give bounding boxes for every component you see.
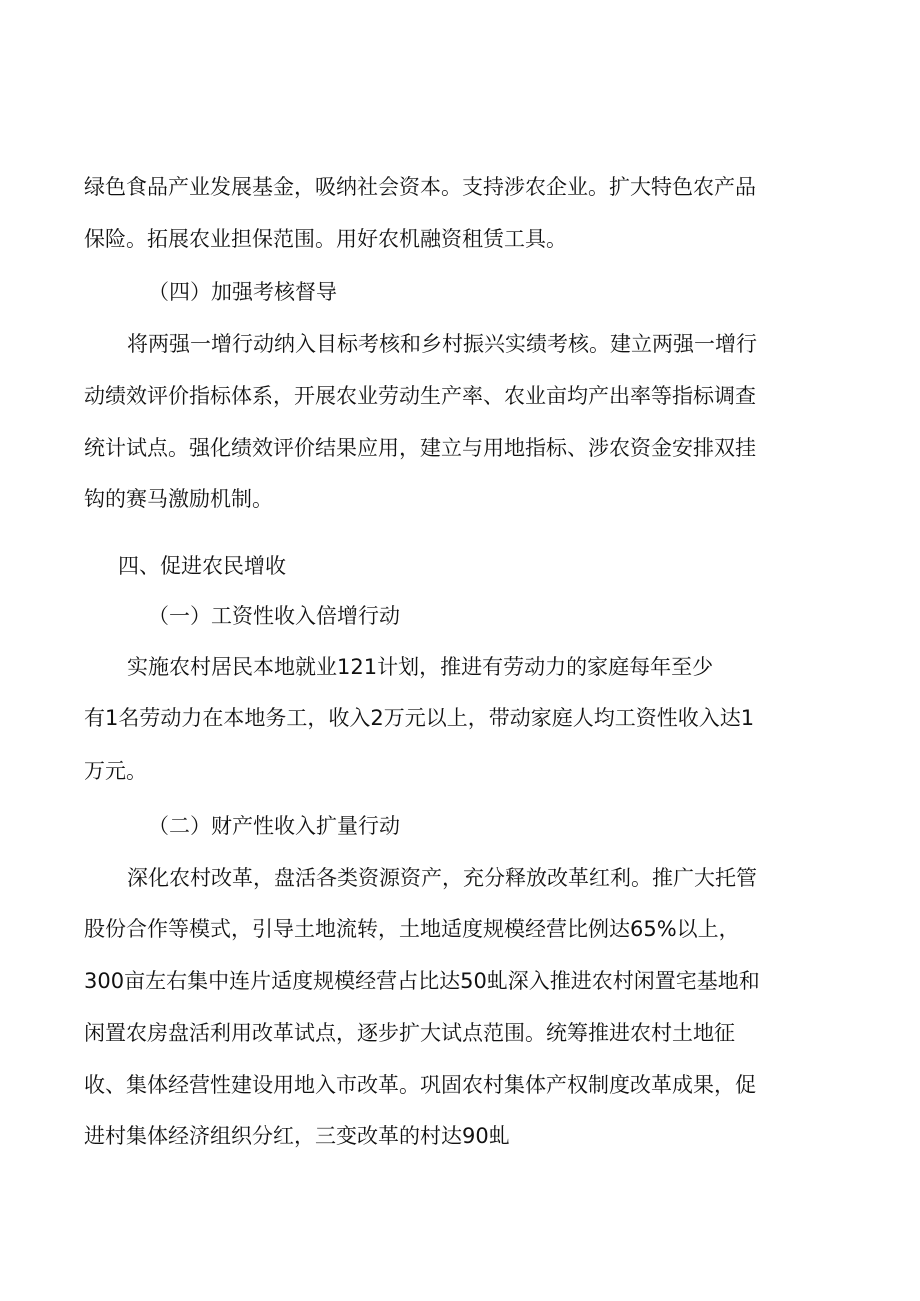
body-text-line: 闲置农房盘活利用改革试点，逐步扩大试点范围。统筹推进农村土地征 [84,1021,735,1045]
section-heading: （二）财产性收入扩量行动 [148,814,400,838]
body-text-line: 收、集体经营性建设用地入市改革。巩固农村集体产权制度改革成果，促 [84,1073,756,1097]
body-text-line: 钩的赛马激励机制。 [84,487,273,511]
body-text-line: 实施农村居民本地就业121计划，推进有劳动力的家庭每年至少 [127,655,714,679]
body-text-line: 股份合作等模式，引导土地流转，土地适度规模经营比例达65%以上， [84,917,740,941]
section-heading: （四）加强考核督导 [148,280,337,304]
body-text-line: 进村集体经济组织分红，三变改革的村达90虬 [84,1124,510,1148]
body-text-line: 动绩效评价指标体系，开展农业劳动生产率、农业亩均产出率等指标调查 [84,384,756,408]
body-text-line: 统计试点。强化绩效评价结果应用，建立与用地指标、涉农资金安排双挂 [84,436,756,460]
body-text-line: 深化农村改革，盘活各类资源资产，充分释放改革红利。推广大托管 [127,866,757,890]
section-heading: （一）工资性收入倍增行动 [148,604,400,628]
body-text-line: 保险。拓展农业担保范围。用好农机融资租赁工具。 [84,227,567,251]
body-text-line: 将两强一增行动纳入目标考核和乡村振兴实绩考核。建立两强一增行 [127,332,757,356]
body-text-line: 绿色食品产业发展基金，吸纳社会资本。支持涉农企业。扩大特色农产品 [84,175,756,199]
chapter-heading: 四、促进农民增收 [118,554,286,578]
body-text-line: 300亩左右集中连片适度规模经营占比达50虬深入推进农村闲置宅基地和 [84,969,760,993]
body-text-line: 万元。 [84,759,147,783]
body-text-line: 有1名劳动力在本地务工，收入2万元以上，带动家庭人均工资性收入达1 [84,706,755,730]
